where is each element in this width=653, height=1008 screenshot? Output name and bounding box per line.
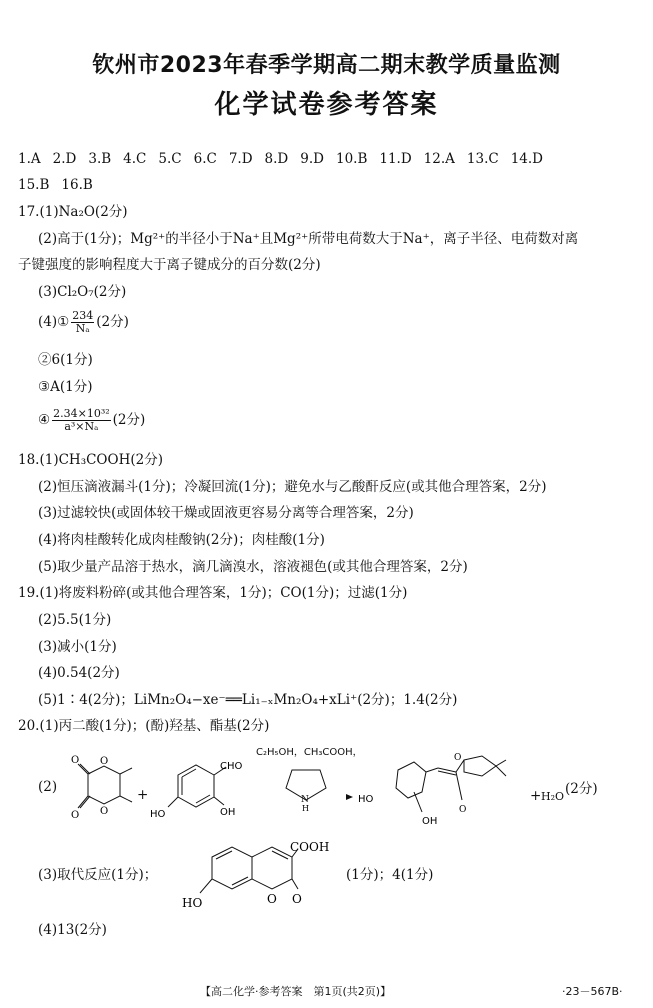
plus-sign-2: + [530, 788, 542, 804]
choice-answer: 7.D [228, 151, 253, 167]
choice-answer: 4.C [123, 151, 147, 167]
fraction-numerator: 234 [72, 309, 94, 322]
page-title-line2: 化学试卷参考答案 [214, 90, 439, 120]
q17-part4-4-prefix: ④ [38, 412, 51, 428]
atom-o-label: O [100, 806, 109, 817]
choice-answer: 16.B [61, 177, 93, 193]
q19-part5: (5)1∶4(2分)；LiMn₂O₄−xe⁻══Li₁₋ₓMn₂O₄+xLi⁺(2分)；1.4(2分) [38, 692, 458, 708]
q19-part4: (4)0.54(2分) [38, 665, 120, 681]
oh-label: OH [422, 816, 438, 827]
q17-part4-prefix: (4)① [38, 314, 70, 330]
q18-part2: (2)恒压滴液漏斗(1分)；冷凝回流(1分)；避免水与乙酸酐反应(或其他合理答案，2分) [38, 479, 547, 495]
q17-part4-4-score: (2分) [112, 412, 146, 428]
atom-h-label: H [302, 804, 309, 812]
q20-part1: 20.(1)丙二酸(1分)；(酚)羟基、酯基(2分) [18, 718, 270, 734]
atom-o-label: O [292, 892, 302, 906]
q17-part2-line2: 子键强度的影响程度大于离子键成分的百分数(2分) [18, 257, 321, 273]
q20-part3-after: (1分)；4(1分) [346, 867, 434, 883]
atom-o-label: O [267, 892, 277, 906]
choice-answer: 12.A [423, 151, 455, 167]
pyrrolidine-structure [278, 760, 338, 812]
plus-sign-1: + [137, 787, 149, 803]
q17-part4-1 [38, 310, 129, 335]
q20-part2-score: (2分) [565, 781, 598, 797]
meldrums-acid-structure [58, 752, 148, 834]
choice-answer: 10.B [335, 151, 368, 167]
choice-answer: 13.C [466, 151, 499, 167]
q20-part3: (3)取代反应(1分)； [38, 867, 158, 883]
choice-answer: 8.D [264, 151, 289, 167]
choice-answer: 1.A [18, 151, 41, 167]
q17-part2-line1: (2)高于(1分)；Mg²⁺的半径小于Na⁺且Mg²⁺所带电荷数大于Na⁺，离子半径、电荷数对离 [38, 231, 579, 247]
atom-o-label: O [100, 756, 109, 767]
choice-answer: 15.B [18, 177, 50, 193]
reaction-condition: C₂H₅OH，CH₃COOH， [256, 747, 363, 758]
atom-o-label: O [454, 753, 462, 763]
choice-answer: 6.C [193, 151, 217, 167]
choice-answers-row1 [18, 150, 555, 168]
cho-label: CHO [220, 761, 243, 772]
dihydroxybenzaldehyde-structure [148, 755, 243, 833]
q17-part4-3: ③A(1分) [38, 379, 93, 395]
choice-answer: 9.D [300, 151, 324, 167]
footer-page-info: 【高二化学·参考答案 第1页(共2页)】 [200, 985, 392, 998]
footer-code: ·23－567B· [562, 985, 623, 998]
choice-answer: 11.D [379, 151, 412, 167]
oh-label: OH [220, 807, 236, 818]
q17-part1: 17.(1)Na₂O(2分) [18, 204, 128, 220]
q17-part4-score: (2分) [96, 314, 129, 330]
q18-part5: (5)取少量产品溶于热水，滴几滴溴水，溶液褪色(或其他合理答案，2分) [38, 559, 468, 575]
product-structure [356, 750, 536, 835]
fraction-denominator: Nₐ [75, 322, 90, 335]
atom-o-label: O [71, 755, 80, 766]
q18-part4: (4)将肉桂酸转化成肉桂酸钠(2分)；肉桂酸(1分) [38, 532, 325, 548]
q17-part4-4 [38, 408, 145, 433]
choice-answer: 2.D [52, 151, 77, 167]
choice-answer: 14.D [510, 151, 543, 167]
q20-part4: (4)13(2分) [38, 922, 107, 938]
atom-o-label: O [459, 805, 467, 815]
q19-part3: (3)减小(1分) [38, 639, 117, 655]
q18-part3: (3)过滤较快(或固体较干燥或固液更容易分离等合理答案，2分) [38, 505, 414, 521]
q17-part3: (3)Cl₂O₇(2分) [38, 284, 127, 300]
ho-label: HO [182, 896, 203, 910]
ho-label: HO [358, 794, 374, 805]
q18-part1: 18.(1)CH₃COOH(2分) [18, 452, 163, 468]
page-title-line1: 钦州市2023年春季学期高二期末教学质量监测 [92, 53, 561, 78]
choice-answer: 5.C [158, 151, 182, 167]
fraction-numerator: 2.34×10³² [53, 407, 110, 420]
ho-label: HO [150, 809, 166, 820]
fraction-denominator: a³×Nₐ [64, 420, 99, 433]
q17-part4-fraction [71, 310, 94, 335]
q17-part4-2: ②6(1分) [38, 352, 93, 368]
reaction-arrow [346, 793, 356, 801]
q19-part1: 19.(1)将废料粉碎(或其他合理答案，1分)；CO(1分)；过滤(1分) [18, 585, 408, 601]
q20-part2-label: (2) [38, 779, 58, 795]
choice-answer: 3.B [88, 151, 112, 167]
q17-part4-4-fraction [52, 408, 111, 433]
cooh-label: COOH [290, 840, 330, 854]
water-formula: H₂O [541, 790, 565, 803]
choice-answers-row2 [18, 176, 105, 194]
atom-n-label: N [301, 795, 309, 805]
coumarin-acid-structure [180, 835, 340, 915]
q19-part2: (2)5.5(1分) [38, 612, 112, 628]
atom-o-label: O [71, 810, 80, 821]
